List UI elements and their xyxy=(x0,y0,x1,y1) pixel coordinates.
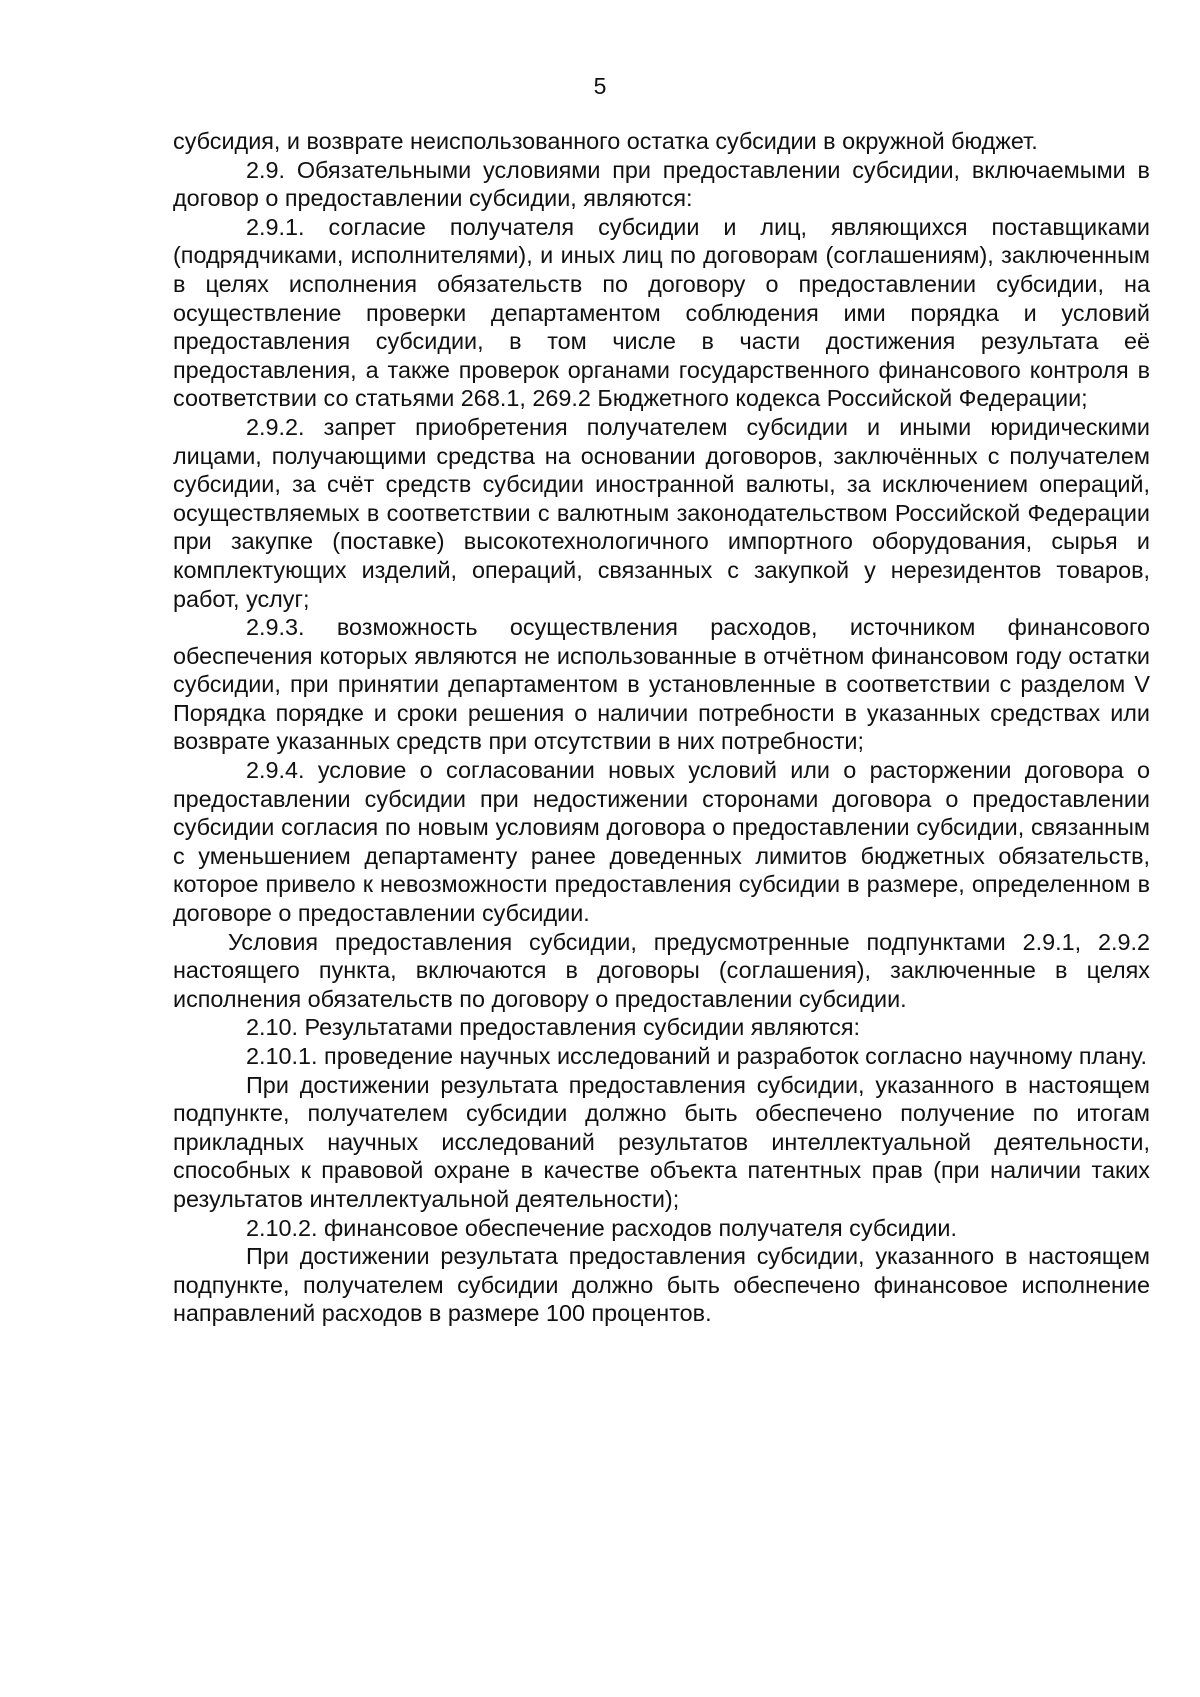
paragraph-2-9-2: 2.9.2. запрет приобретения получателем субсидии и иными юридическими лицами, получающими средства на основании договоров, заключённых с получателем субсидии, за счёт средств субсидии иностранной валюты, за исключением операций, осуществляемых в соответствии с валютным законодательством Российской Федерации при закупке (поставке) высокотехнологичного импортного оборудования, сырья и комплектующих изделий, операций, связанных с закупкой у нерезидентов товаров, работ, услуг; xyxy=(173,413,1150,612)
document-body xyxy=(173,127,1150,1328)
paragraph-2-9-1: 2.9.1. согласие получателя субсидии и лиц, являющихся поставщиками (подрядчиками, исполнителями), и иных лиц по договорам (соглашениям), заключенным в целях исполнения обязательств по договору о предоставлении субсидии, на осуществление проверки департаментом соблюдения ими порядка и условий предоставления субсидии, в том числе в части достижения результата её предоставления, а также проверок органами государственного финансового контроля в соответствии со статьями 268.1, 269.2 Бюджетного кодекса Российской Федерации; xyxy=(173,213,1150,412)
paragraph-2-10-2-result: При достижении результата предоставления субсидии, указанного в настоящем подпункте, получателем субсидии должно быть обеспечено финансовое исполнение направлений расходов в размере 100 процентов. xyxy=(173,1243,1150,1327)
paragraph-conditions-note: Условия предоставления субсидии, предусмотренные подпунктами 2.9.1, 2.9.2 настоящего пункта, включаются в договоры (соглашения), заключенные в целях исполнения обязательств по договору о предоставлении субсидии. xyxy=(173,928,1150,1012)
paragraph-subsidy-return: субсидия, и возврате неиспользованного остатка субсидии в окружной бюджет. xyxy=(173,128,1038,154)
paragraph-2-9-4: 2.9.4. условие о согласовании новых условий или о расторжении договора о предоставлении субсидии при недостижении сторонами договора о предоставлении субсидии согласия по новым условиям договора о предоставлении субсидии, связанным с уменьшением департаменту ранее доведенных лимитов бюджетных обязательств, которое привело к невозможности предоставления субсидии в размере, определенном в договоре о предоставлении субсидии. xyxy=(173,757,1150,927)
paragraph-2-10-2: 2.10.2. финансовое обеспечение расходов получателя субсидии. xyxy=(246,1214,957,1241)
paragraph-2-10-1: 2.10.1. проведение научных исследований и разработок согласно научному плану. xyxy=(246,1043,1147,1069)
page-number: 5 xyxy=(593,73,607,99)
paragraph-2-9-3: 2.9.3. возможность осуществления расходов, источником финансового обеспечения которых являются не использованные в отчётном финансовом году остатки субсидии, при принятии департаментом в установленные в соответствии с разделом V Порядка порядке и сроки решения о наличии потребности в указанных средствах или возврате указанных средств при отсутствии в них потребности; xyxy=(173,614,1150,755)
paragraph-2-9: 2.9. Обязательными условиями при предоставлении субсидии, включаемыми в договор о предоставлении субсидии, являются: xyxy=(173,156,1150,212)
paragraph-2-10: 2.10. Результатами предоставления субсидии являются: xyxy=(246,1014,861,1041)
paragraph-2-10-1-result: При достижении результата предоставления субсидии, указанного в настоящем подпункте, получателем субсидии должно быть обеспечено получение по итогам прикладных научных исследований результатов интеллектуальной деятельности, способных к правовой охране в качестве объекта патентных прав (при наличии таких результатов интеллектуальной деятельности); xyxy=(173,1071,1150,1212)
